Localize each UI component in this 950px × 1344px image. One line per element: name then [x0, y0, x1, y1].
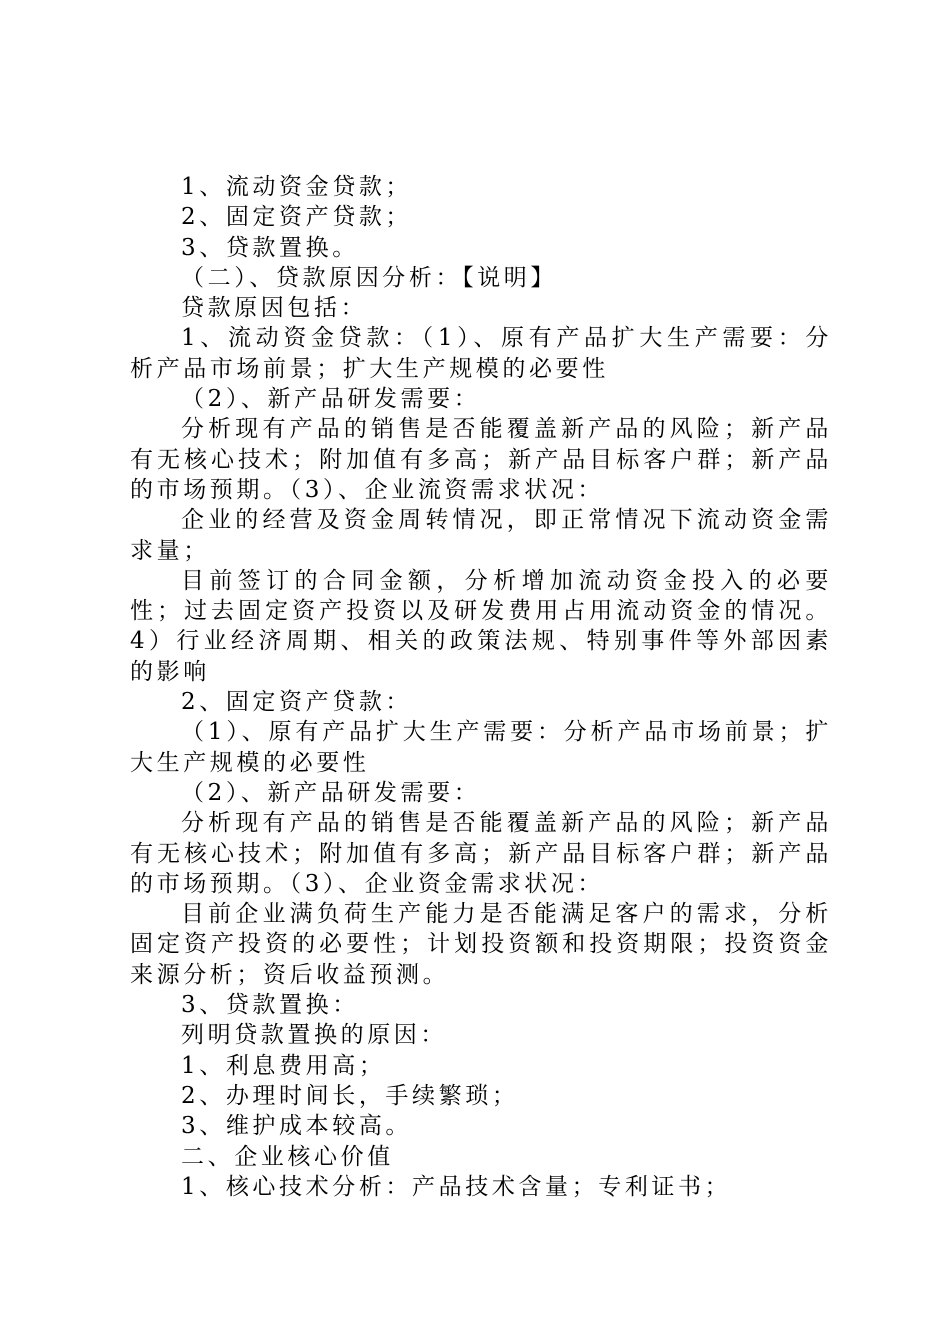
list-item-fixed-asset-loan: 2、固定资产贷款；: [181, 204, 413, 231]
paragraph-new-product-rd: （2）、新产品研发需要：: [181, 386, 481, 413]
paragraph-new-product-rd-2: （2）、新产品研发需要：: [181, 779, 481, 806]
paragraph-capacity-analysis: 目前企业满负荷生产能力是否能满足客户的需求，分析固定资产投资的必要性；计划投资额和投资期限；投资资金来源分析；资后收益预测。: [130, 901, 832, 988]
paragraph-core-technology: 1、核心技术分析：产品技术含量；专利证书；: [181, 1173, 732, 1200]
paragraph-replacement-reasons: 列明贷款置换的原因：: [181, 1022, 447, 1049]
paragraph-new-product-risk: 分析现有产品的销售是否能覆盖新产品的风险；新产品有无核心技术；附加值有多高；新产品目标客户群；新产品的市场预期。（3）、企业流资需求状况：: [130, 416, 832, 503]
list-item-long-process: 2、办理时间长，手续繁琐；: [181, 1082, 519, 1109]
list-item-high-maintenance: 3、维护成本较高。: [181, 1113, 413, 1140]
document-body: [130, 172, 832, 1202]
paragraph-operating-turnover: 企业的经营及资金周转情况，即正常情况下流动资金需求量；: [130, 507, 832, 564]
paragraph-fixed-asset-loan-heading: 2、固定资产贷款：: [181, 689, 413, 716]
paragraph-contract-amount: 目前签订的合同金额，分析增加流动资金投入的必要性；过去固定资产投资以及研发费用占用流动资金的情况。4）行业经济周期、相关的政策法规、特别事件等外部因素的影响: [130, 567, 832, 685]
paragraph-working-capital-expansion: 1、流动资金贷款：（1）、原有产品扩大生产需要：分析产品市场前景；扩大生产规模的必要性: [130, 325, 832, 382]
paragraph-loan-reasons-intro: 贷款原因包括：: [181, 295, 368, 322]
section-heading-core-value: 二、企业核心价值: [181, 1143, 394, 1170]
list-item-working-capital-loan: 1、流动资金贷款；: [181, 174, 413, 200]
paragraph-fixed-asset-expansion: （1）、原有产品扩大生产需要：分析产品市场前景；扩大生产规模的必要性: [130, 719, 832, 776]
paragraph-loan-replacement-heading: 3、贷款置换：: [181, 992, 359, 1019]
section-heading-loan-reason: （二）、贷款原因分析：【说明】: [181, 264, 557, 291]
list-item-high-interest: 1、利息费用高；: [181, 1052, 386, 1079]
list-item-loan-replacement: 3、贷款置换。: [181, 234, 359, 261]
paragraph-new-product-risk-2: 分析现有产品的销售是否能覆盖新产品的风险；新产品有无核心技术；附加值有多高；新产品目标客户群；新产品的市场预期。（3）、企业资金需求状况：: [130, 810, 832, 897]
